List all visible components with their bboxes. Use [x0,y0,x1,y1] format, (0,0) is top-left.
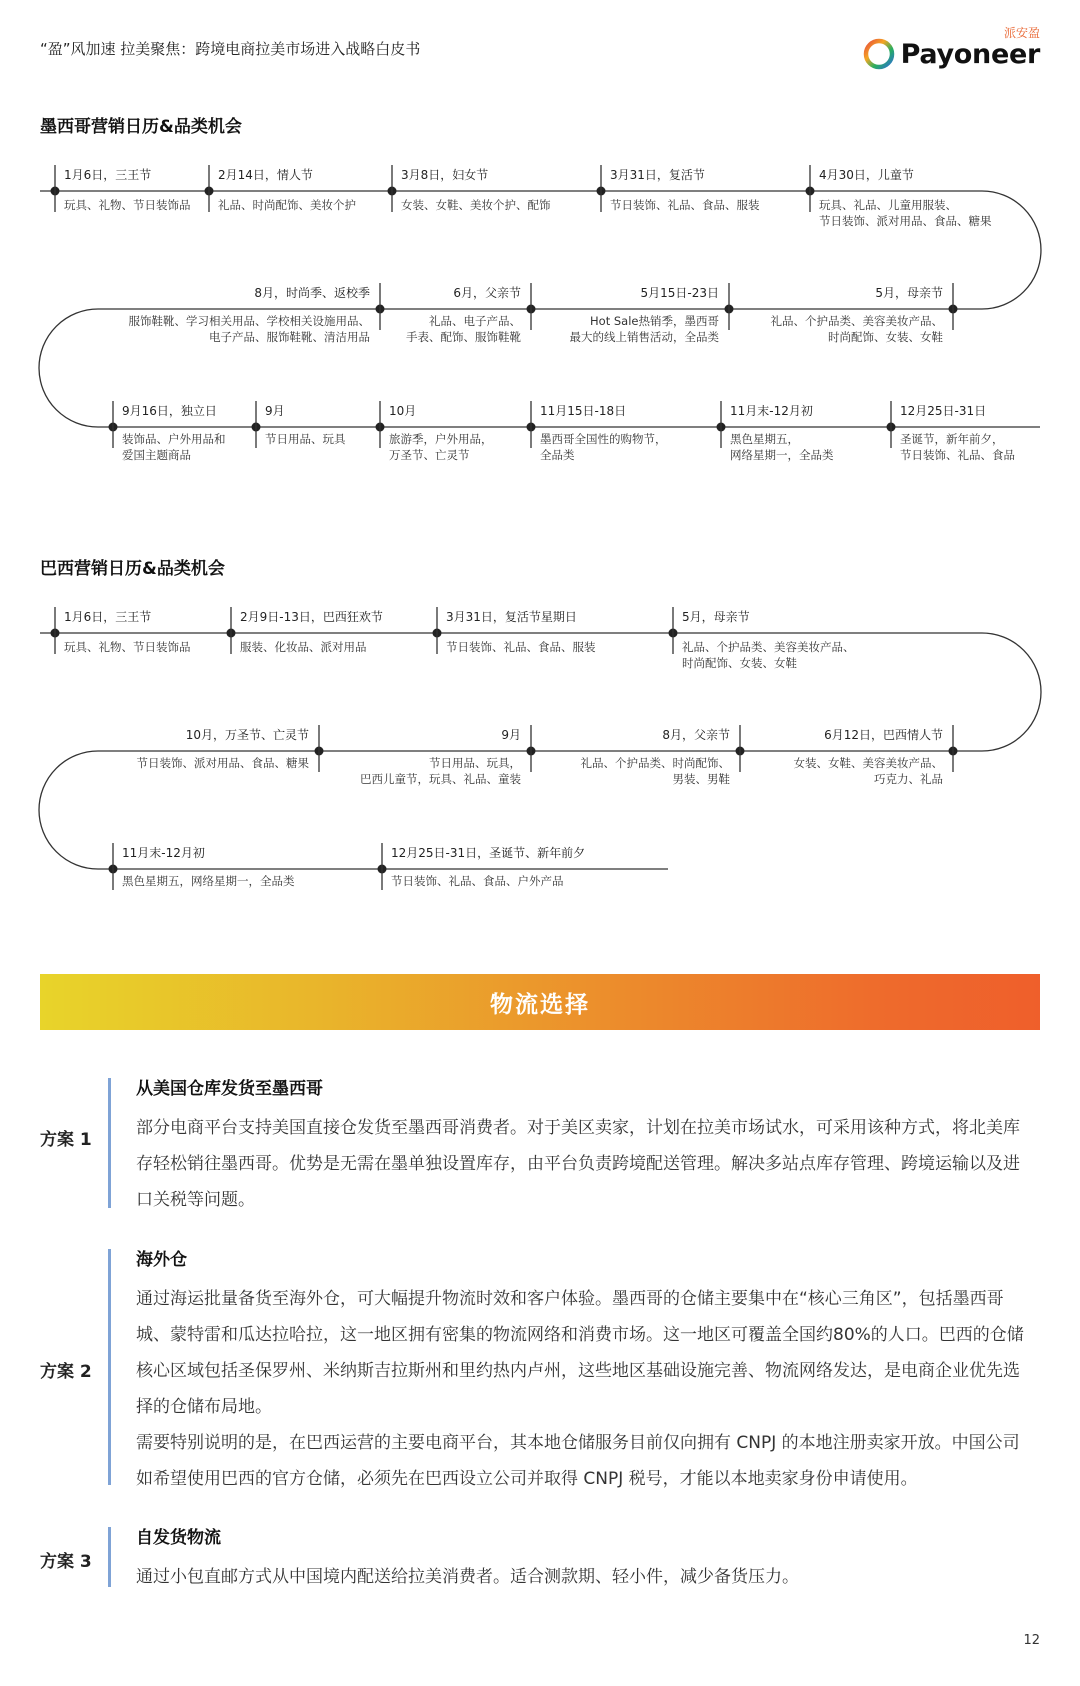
mexico-calendar-title: 墨西哥营销日历&品类机会 [40,117,242,137]
mexico-event-desc: 服饰鞋靴、学习相关用品、学校相关设施用品、 电子产品、服饰鞋靴、清洁用品 [128,314,370,344]
brazil-event-desc: 节日装饰、礼品、食品、户外产品 [391,874,564,888]
plan-accent-bar [108,1078,111,1208]
plan-paragraph: 通过小包直邮方式从中国境内配送给拉美消费者。适合测款期、轻小件，减少备货压力。 [136,1567,799,1587]
document-header-title: “盈”风加速 拉美聚焦：跨境电商拉美市场进入战略白皮书 [40,40,421,58]
brazil-event-label: 6月12日，巴西情人节 [824,728,943,742]
mexico-event-label: 11月15日-18日 [540,404,627,418]
mexico-event-label: 2月14日，情人节 [218,168,313,182]
brazil-event-desc: 节日装饰、派对用品、食品、糖果 [136,756,309,770]
brazil-event-desc: 节日用品、玩具， 巴西儿童节，玩具、礼品、童装 [360,756,521,786]
mexico-event-desc: 黑色星期五， 网络星期一，全品类 [730,432,834,462]
mexico-event-desc: 节日装饰、礼品、食品、服装 [610,198,760,212]
mexico-event-label: 9月 [265,404,285,418]
brazil-event-desc: 黑色星期五，网络星期一，全品类 [122,874,295,888]
brazil-event-label: 8月，父亲节 [662,728,730,742]
logistics-banner [40,974,1040,1030]
brazil-event-desc: 服装、化妆品、派对用品 [240,640,367,654]
mexico-event-label: 3月31日，复活节 [610,168,705,182]
logo-chinese-text: 派安盈 [1003,26,1040,40]
mexico-event-desc: 女装、女鞋、美妆个护、配饰 [401,198,551,212]
mexico-event-label: 9月16日，独立日 [122,404,217,418]
mexico-event-desc: 礼品、时尚配饰、美妆个护 [218,198,356,212]
mexico-event-label: 5月，母亲节 [875,286,943,300]
plan-title: 从美国仓库发货至墨西哥 [136,1079,323,1099]
plan-paragraph: 部分电商平台支持美国直接仓发货至墨西哥消费者。对于美区卖家，计划在拉美市场试水，可采用该种方式，将北美库存轻松销往墨西哥。优势是无需在墨单独设置库存，由平台负责跨境配送管理。解决多站点库存管理、跨境运输以及进口关税等问题。 [136,1118,1020,1210]
mexico-event-label: 4月30日，儿童节 [819,168,914,182]
brazil-event-label: 1月6日，三王节 [64,610,152,624]
mexico-event-label: 8月，时尚季、返校季 [254,286,370,300]
brazil-event-label: 3月31日，复活节星期日 [446,610,577,624]
mexico-event-label: 5月15日-23日 [640,286,719,300]
brazil-event-desc: 女装、女鞋、美容美妆产品、 巧克力、礼品 [793,756,943,786]
mexico-event-label: 11月末-12月初 [730,404,813,418]
plan-1-section [40,1078,1040,1208]
plan-body [136,1078,1036,1218]
brazil-event-desc: 礼品、个护品类、美容美妆产品、 时尚配饰、女装、女鞋 [682,640,855,670]
mexico-event-desc: 玩具、礼物、节日装饰品 [64,198,191,212]
plan-paragraph: 通过海运批量备货至海外仓，可大幅提升物流时效和客户体验。墨西哥的仓储主要集中在“核心三角区”，包括墨西哥城、蒙特雷和瓜达拉哈拉，这一地区拥有密集的物流网络和消费市场。这一地区可覆盖全国约80%的人口。巴西的仓储核心区域包括圣保罗州、米纳斯吉拉斯州和里约热内卢州，这些地区基础设施完善、物流网络发达，是电商企业优先选择的仓储布局地。 [136,1289,1024,1417]
mexico-event-desc: 旅游季，户外用品， 万圣节、亡灵节 [389,432,493,462]
brazil-event-label: 9月 [501,728,521,742]
mexico-event-label: 6月，父亲节 [453,286,521,300]
mexico-event-label: 12月25日-31日 [900,404,987,418]
mexico-event-desc: 圣诞节，新年前夕， 节日装饰、礼品、食品 [900,432,1015,462]
mexico-event-label: 3月8日，妇女节 [401,168,489,182]
brazil-event-label: 2月9日-13日，巴西狂欢节 [240,610,383,624]
mexico-event-desc: 玩具、礼品、儿童用服装、 节日装饰、派对用品、食品、糖果 [819,198,992,228]
mexico-event-label: 1月6日，三王节 [64,168,152,182]
logo-wordmark: Payoneer [900,38,1040,70]
plan-title: 自发货物流 [136,1528,221,1548]
mexico-event-desc: 节日用品、玩具 [265,432,346,446]
plan-title: 海外仓 [136,1250,187,1270]
plan-body [136,1249,1036,1497]
brazil-event-desc: 玩具、礼物、节日装饰品 [64,640,191,654]
plan-label: 方案 2 [40,1362,92,1382]
plan-3-section [40,1527,1040,1587]
mexico-event-desc: 礼品、个护品类、美容美妆产品、 时尚配饰、女装、女鞋 [770,314,943,344]
brazil-event-desc: 节日装饰、礼品、食品、服装 [446,640,596,654]
plan-paragraph: 需要特别说明的是，在巴西运营的主要电商平台，其本地仓储服务目前仅向拥有 CNPJ 的本地注册卖家开放。中国公司如希望使用巴西的官方仓储，必须先在巴西设立公司并取得 CNPJ 税号，才能以本地卖家身份申请使用。 [136,1433,1020,1489]
brazil-calendar-title: 巴西营销日历&品类机会 [40,559,225,579]
mexico-event-desc: 礼品、电子产品、 手表、配饰、服饰鞋靴 [406,314,521,344]
page-number: 12 [1023,1633,1040,1648]
mexico-event-desc: 墨西哥全国性的购物节， 全品类 [540,432,667,462]
mexico-event-desc: Hot Sale热销季，墨西哥 最大的线上销售活动，全品类 [569,314,719,344]
brazil-event-label: 12月25日-31日，圣诞节、新年前夕 [391,846,586,860]
brazil-event-label: 11月末-12月初 [122,846,205,860]
mexico-event-label: 10月 [389,404,417,418]
plan-body [136,1527,1036,1595]
plan-label: 方案 3 [40,1552,92,1572]
plan-label: 方案 1 [40,1130,92,1150]
brazil-event-label: 10月，万圣节、亡灵节 [185,728,309,742]
plan-accent-bar [108,1249,111,1485]
plan-2-section [40,1249,1040,1489]
brazil-event-desc: 礼品、个护品类、时尚配饰、 男装、男鞋 [580,756,730,786]
brazil-event-label: 5月，母亲节 [682,610,750,624]
banner-title: 物流选择 [490,991,590,1018]
mexico-event-desc: 装饰品、户外用品和 爱国主题商品 [122,432,226,462]
plan-accent-bar [108,1527,111,1587]
